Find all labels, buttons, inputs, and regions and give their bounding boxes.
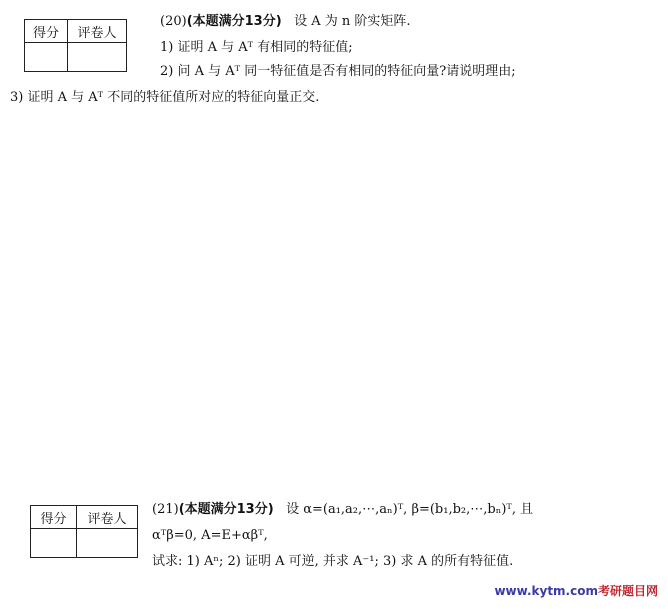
- q21-condition: αᵀβ=0, A=E+αβᵀ,: [152, 528, 268, 543]
- q21-number: (21): [152, 502, 179, 517]
- q20-intro: 设 A 为 n 阶实矩阵.: [294, 14, 411, 29]
- q20-part3: 3) 证明 A 与 Aᵀ 不同的特征值所对应的特征向量正交.: [10, 90, 320, 105]
- grader-label: 评卷人: [77, 506, 138, 529]
- q21-points: (本题满分13分): [178, 502, 274, 517]
- score-box-q20: [24, 19, 127, 72]
- q21-tasks: 试求: 1) Aⁿ; 2) 证明 A 可逆, 并求 A⁻¹; 3) 求 A 的所有特征值.: [152, 554, 514, 569]
- grader-cell: [68, 43, 127, 72]
- grader-cell: [77, 529, 138, 558]
- q20-heading: [160, 14, 411, 30]
- score-label: 得分: [25, 20, 68, 43]
- grader-label: 评卷人: [68, 20, 127, 43]
- q21-given: 设 α=(a₁,a₂,⋯,aₙ)ᵀ, β=(b₁,b₂,⋯,bₙ)ᵀ, 且: [286, 502, 534, 517]
- score-label: 得分: [31, 506, 77, 529]
- q20-number: (20): [160, 14, 187, 29]
- score-cell: [25, 43, 68, 72]
- watermark-url: www.kytm.com: [494, 584, 598, 598]
- score-box-q21: [30, 505, 138, 558]
- q21-heading: [152, 502, 533, 518]
- q20-points: (本题满分13分): [186, 14, 282, 29]
- score-cell: [31, 529, 77, 558]
- q20-part2: 2) 问 A 与 Aᵀ 同一特征值是否有相同的特征向量?请说明理由;: [160, 64, 516, 79]
- site-watermark: [494, 582, 658, 599]
- q20-part1: 1) 证明 A 与 Aᵀ 有相同的特征值;: [160, 40, 353, 55]
- watermark-name: 考研题目网: [597, 584, 658, 598]
